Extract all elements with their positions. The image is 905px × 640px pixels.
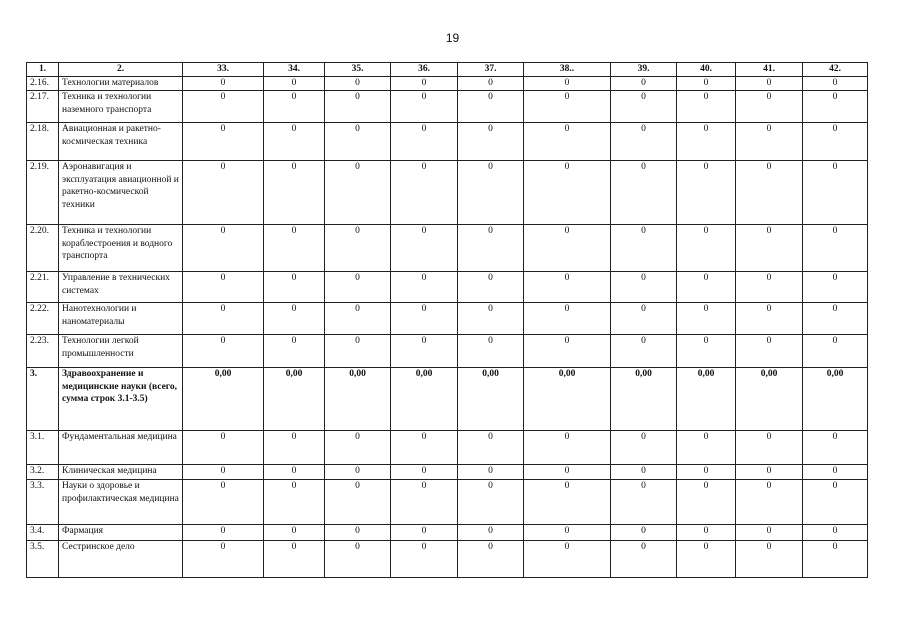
row-name-cell: Фармация xyxy=(59,525,183,541)
value-cell: 0 xyxy=(524,303,611,335)
value-cell: 0,00 xyxy=(264,368,325,431)
value-cell: 0 xyxy=(677,161,736,225)
value-cell: 0,00 xyxy=(736,368,803,431)
table-row xyxy=(27,225,868,272)
value-cell: 0 xyxy=(264,431,325,465)
page-number: 19 xyxy=(445,31,460,45)
value-cell: 0 xyxy=(803,225,868,272)
value-cell: 0 xyxy=(391,91,458,123)
value-cell: 0,00 xyxy=(524,368,611,431)
value-cell: 0 xyxy=(391,525,458,541)
value-cell: 0 xyxy=(458,123,524,161)
value-cell: 0 xyxy=(264,303,325,335)
value-cell: 0 xyxy=(611,335,677,368)
value-cell: 0 xyxy=(183,303,264,335)
value-cell: 0 xyxy=(677,77,736,91)
value-cell: 0 xyxy=(803,541,868,578)
row-code-cell: 2.16. xyxy=(27,77,59,91)
value-cell: 0 xyxy=(325,91,391,123)
value-cell: 0 xyxy=(803,480,868,525)
value-cell: 0 xyxy=(736,272,803,303)
value-cell: 0 xyxy=(325,161,391,225)
row-name-cell: Фундаментальная медицина xyxy=(59,431,183,465)
value-cell: 0 xyxy=(183,465,264,480)
column-header: 2. xyxy=(59,63,183,77)
column-header: 35. xyxy=(325,63,391,77)
table-row xyxy=(27,77,868,91)
value-cell: 0 xyxy=(325,480,391,525)
value-cell: 0 xyxy=(736,225,803,272)
value-cell: 0 xyxy=(391,335,458,368)
value-cell: 0 xyxy=(677,91,736,123)
value-cell: 0 xyxy=(458,303,524,335)
value-cell: 0 xyxy=(458,525,524,541)
column-header: 39. xyxy=(611,63,677,77)
value-cell: 0 xyxy=(611,161,677,225)
value-cell: 0 xyxy=(524,541,611,578)
value-cell: 0 xyxy=(183,525,264,541)
value-cell: 0 xyxy=(325,525,391,541)
value-cell: 0 xyxy=(524,161,611,225)
value-cell: 0 xyxy=(458,335,524,368)
table-row xyxy=(27,303,868,335)
row-code-cell: 2.18. xyxy=(27,123,59,161)
row-code-cell: 3.4. xyxy=(27,525,59,541)
value-cell: 0 xyxy=(458,161,524,225)
value-cell: 0 xyxy=(736,431,803,465)
row-name-cell: Аэронавигация и эксплуатация авиационной и ракетно-космической техники xyxy=(59,161,183,225)
row-code-cell: 3. xyxy=(27,368,59,431)
row-name-cell: Клиническая медицина xyxy=(59,465,183,480)
value-cell: 0,00 xyxy=(611,368,677,431)
value-cell: 0 xyxy=(325,123,391,161)
column-header: 42. xyxy=(803,63,868,77)
value-cell: 0 xyxy=(391,541,458,578)
value-cell: 0 xyxy=(325,303,391,335)
value-cell: 0 xyxy=(803,303,868,335)
value-cell: 0 xyxy=(458,91,524,123)
table-row xyxy=(27,91,868,123)
column-header: 38.. xyxy=(524,63,611,77)
value-cell: 0 xyxy=(611,431,677,465)
row-name-cell: Технологии материалов xyxy=(59,77,183,91)
value-cell: 0 xyxy=(524,91,611,123)
value-cell: 0 xyxy=(183,225,264,272)
value-cell: 0 xyxy=(183,431,264,465)
value-cell: 0 xyxy=(611,225,677,272)
value-cell: 0 xyxy=(677,525,736,541)
value-cell: 0 xyxy=(325,335,391,368)
value-cell: 0 xyxy=(803,525,868,541)
value-cell: 0 xyxy=(524,335,611,368)
value-cell: 0 xyxy=(524,480,611,525)
value-cell: 0 xyxy=(458,225,524,272)
value-cell: 0 xyxy=(325,272,391,303)
value-cell: 0 xyxy=(183,91,264,123)
value-cell: 0 xyxy=(264,480,325,525)
value-cell: 0 xyxy=(736,77,803,91)
row-name-cell: Здравоохранение и медицинские науки (всего, сумма строк 3.1-3.5) xyxy=(59,368,183,431)
value-cell: 0 xyxy=(391,431,458,465)
value-cell: 0 xyxy=(611,480,677,525)
row-name-cell: Сестринское дело xyxy=(59,541,183,578)
value-cell: 0 xyxy=(264,525,325,541)
value-cell: 0 xyxy=(611,465,677,480)
value-cell: 0 xyxy=(458,541,524,578)
value-cell: 0 xyxy=(391,225,458,272)
row-name-cell: Техника и технологии кораблестроения и водного транспорта xyxy=(59,225,183,272)
value-cell: 0 xyxy=(325,225,391,272)
value-cell: 0 xyxy=(803,123,868,161)
row-code-cell: 2.21. xyxy=(27,272,59,303)
value-cell: 0,00 xyxy=(391,368,458,431)
value-cell: 0 xyxy=(524,225,611,272)
value-cell: 0 xyxy=(611,77,677,91)
value-cell: 0 xyxy=(677,303,736,335)
value-cell: 0 xyxy=(264,77,325,91)
value-cell: 0 xyxy=(736,161,803,225)
value-cell: 0 xyxy=(736,465,803,480)
value-cell: 0 xyxy=(264,465,325,480)
table-body xyxy=(27,77,868,578)
header-row xyxy=(27,63,868,77)
value-cell: 0 xyxy=(264,272,325,303)
value-cell: 0,00 xyxy=(325,368,391,431)
value-cell: 0 xyxy=(677,480,736,525)
value-cell: 0 xyxy=(611,272,677,303)
table-row xyxy=(27,525,868,541)
value-cell: 0 xyxy=(458,77,524,91)
value-cell: 0 xyxy=(803,77,868,91)
value-cell: 0 xyxy=(183,161,264,225)
row-code-cell: 3.5. xyxy=(27,541,59,578)
table-row xyxy=(27,272,868,303)
value-cell: 0 xyxy=(325,465,391,480)
data-table xyxy=(26,62,868,578)
value-cell: 0 xyxy=(677,465,736,480)
value-cell: 0 xyxy=(458,431,524,465)
value-cell: 0 xyxy=(183,541,264,578)
row-code-cell: 2.17. xyxy=(27,91,59,123)
row-code-cell: 2.19. xyxy=(27,161,59,225)
value-cell: 0 xyxy=(677,225,736,272)
value-cell: 0 xyxy=(391,161,458,225)
table-row xyxy=(27,480,868,525)
value-cell: 0,00 xyxy=(803,368,868,431)
value-cell: 0 xyxy=(803,335,868,368)
value-cell: 0 xyxy=(458,272,524,303)
value-cell: 0 xyxy=(391,77,458,91)
value-cell: 0 xyxy=(803,272,868,303)
row-code-cell: 2.23. xyxy=(27,335,59,368)
value-cell: 0 xyxy=(264,161,325,225)
row-code-cell: 3.1. xyxy=(27,431,59,465)
value-cell: 0 xyxy=(803,91,868,123)
value-cell: 0 xyxy=(524,272,611,303)
column-header: 1. xyxy=(27,63,59,77)
column-header: 36. xyxy=(391,63,458,77)
row-name-cell: Управление в технических системах xyxy=(59,272,183,303)
value-cell: 0 xyxy=(803,431,868,465)
row-name-cell: Нанотехнологии и наноматериалы xyxy=(59,303,183,335)
value-cell: 0 xyxy=(524,465,611,480)
row-code-cell: 2.20. xyxy=(27,225,59,272)
column-header: 41. xyxy=(736,63,803,77)
value-cell: 0 xyxy=(611,541,677,578)
row-name-cell: Науки о здоровье и профилактическая медицина xyxy=(59,480,183,525)
value-cell: 0 xyxy=(736,91,803,123)
column-header: 34. xyxy=(264,63,325,77)
table-row xyxy=(27,431,868,465)
table-row xyxy=(27,161,868,225)
column-header: 37. xyxy=(458,63,524,77)
value-cell: 0,00 xyxy=(183,368,264,431)
value-cell: 0 xyxy=(183,123,264,161)
table-row xyxy=(27,541,868,578)
value-cell: 0 xyxy=(458,480,524,525)
value-cell: 0 xyxy=(677,431,736,465)
row-code-cell: 2.22. xyxy=(27,303,59,335)
row-name-cell: Техника и технологии наземного транспорта xyxy=(59,91,183,123)
value-cell: 0 xyxy=(264,123,325,161)
value-cell: 0 xyxy=(611,525,677,541)
value-cell: 0 xyxy=(677,123,736,161)
value-cell: 0 xyxy=(524,123,611,161)
value-cell: 0,00 xyxy=(458,368,524,431)
column-header: 33. xyxy=(183,63,264,77)
value-cell: 0 xyxy=(391,480,458,525)
table-row xyxy=(27,123,868,161)
value-cell: 0 xyxy=(183,480,264,525)
value-cell: 0 xyxy=(611,303,677,335)
value-cell: 0 xyxy=(611,123,677,161)
value-cell: 0 xyxy=(524,525,611,541)
value-cell: 0 xyxy=(736,525,803,541)
value-cell: 0 xyxy=(183,77,264,91)
value-cell: 0 xyxy=(183,272,264,303)
value-cell: 0,00 xyxy=(677,368,736,431)
value-cell: 0 xyxy=(325,77,391,91)
value-cell: 0 xyxy=(736,541,803,578)
value-cell: 0 xyxy=(611,91,677,123)
table-row xyxy=(27,368,868,431)
table-row xyxy=(27,465,868,480)
value-cell: 0 xyxy=(524,77,611,91)
value-cell: 0 xyxy=(391,123,458,161)
value-cell: 0 xyxy=(524,431,611,465)
value-cell: 0 xyxy=(736,480,803,525)
value-cell: 0 xyxy=(264,225,325,272)
column-header: 40. xyxy=(677,63,736,77)
row-code-cell: 3.3. xyxy=(27,480,59,525)
value-cell: 0 xyxy=(391,303,458,335)
value-cell: 0 xyxy=(264,541,325,578)
value-cell: 0 xyxy=(325,541,391,578)
row-name-cell: Технологии легкой промышленности xyxy=(59,335,183,368)
value-cell: 0 xyxy=(736,335,803,368)
value-cell: 0 xyxy=(264,335,325,368)
value-cell: 0 xyxy=(391,272,458,303)
value-cell: 0 xyxy=(183,335,264,368)
value-cell: 0 xyxy=(736,123,803,161)
value-cell: 0 xyxy=(803,465,868,480)
table-row xyxy=(27,335,868,368)
value-cell: 0 xyxy=(325,431,391,465)
row-name-cell: Авиационная и ракетно-космическая техника xyxy=(59,123,183,161)
value-cell: 0 xyxy=(803,161,868,225)
row-code-cell: 3.2. xyxy=(27,465,59,480)
value-cell: 0 xyxy=(736,303,803,335)
value-cell: 0 xyxy=(458,465,524,480)
value-cell: 0 xyxy=(677,541,736,578)
value-cell: 0 xyxy=(264,91,325,123)
value-cell: 0 xyxy=(677,272,736,303)
value-cell: 0 xyxy=(391,465,458,480)
value-cell: 0 xyxy=(677,335,736,368)
